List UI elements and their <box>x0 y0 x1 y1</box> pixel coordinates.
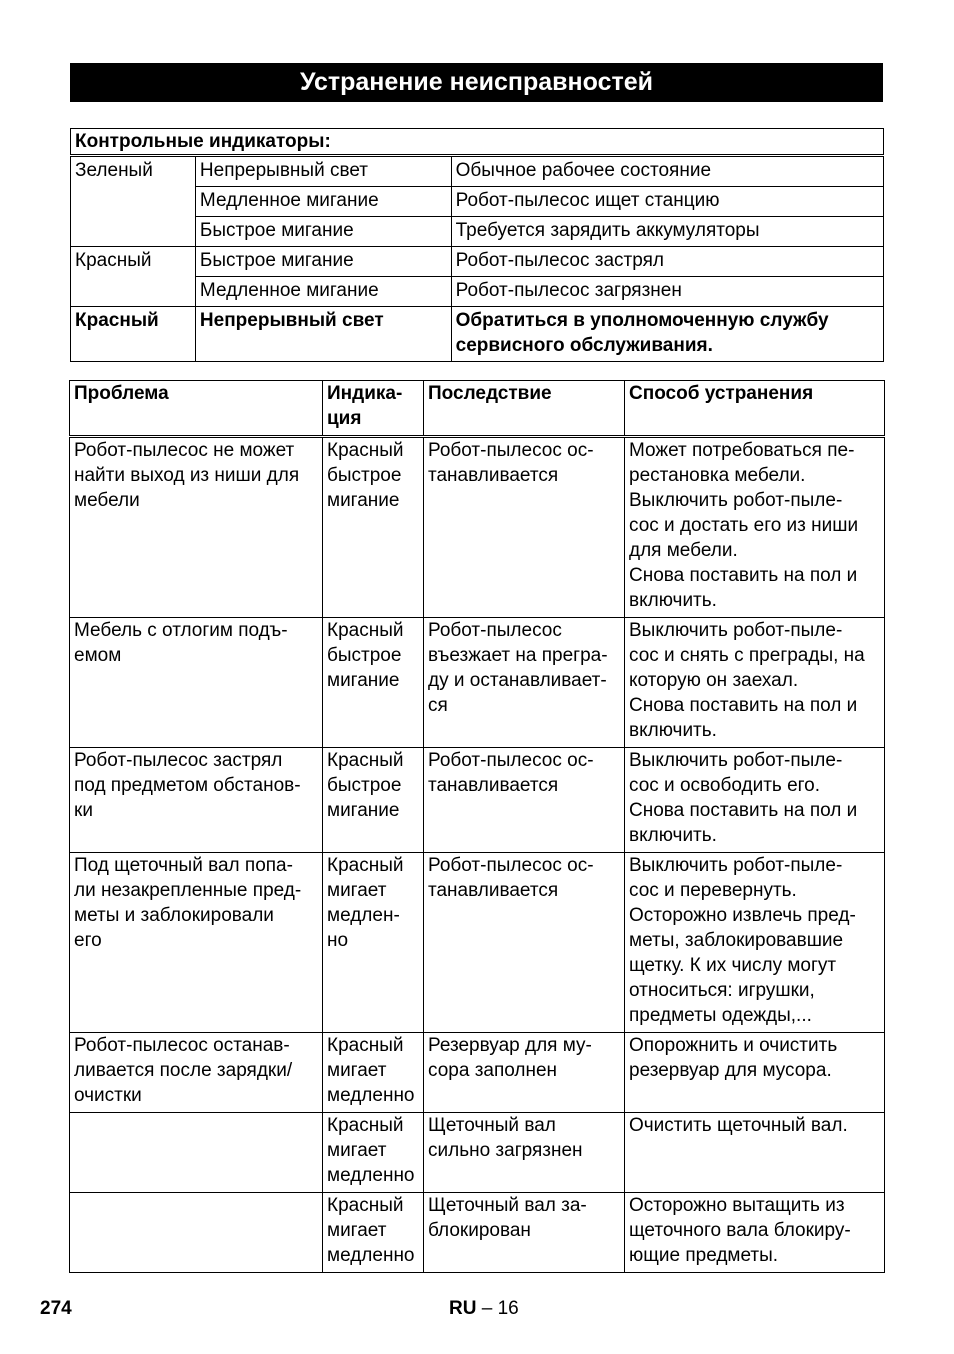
remedy-cell: Очистить щеточный вал. <box>625 1113 885 1193</box>
consequence-cell: Щеточный вал сильно загрязнен <box>424 1113 625 1193</box>
consequence-cell: Резервуар для му- сора заполнен <box>424 1033 625 1113</box>
page-title-text: Устранение неисправностей <box>299 68 653 96</box>
indicators-table <box>70 128 884 362</box>
indication-cell: Красный быстрое мигание <box>323 618 424 748</box>
table-row <box>70 437 885 618</box>
header-indication: Индика- ция <box>323 381 424 437</box>
problem-cell: Под щеточный вал попа- ли незакрепленные пред- меты и заблокировали его <box>70 853 323 1033</box>
indication-cell: Красный быстрое мигание <box>323 437 424 618</box>
table-row <box>70 748 885 853</box>
table-row <box>71 307 884 362</box>
indication-cell: Красный мигает медленно <box>323 1033 424 1113</box>
page-number: 274 <box>40 1298 72 1319</box>
problem-cell: Робот-пылесос застрял под предметом обстанов- ки <box>70 748 323 853</box>
remedy-cell: Выключить робот-пыле- сос и освободить его. Снова поставить на пол и включить. <box>625 748 885 853</box>
language-code: RU <box>449 1298 477 1319</box>
table-row <box>70 1193 885 1273</box>
indication-cell: Красный мигает медленно <box>323 1193 424 1273</box>
indicator-meaning: Робот-пылесос застрял <box>451 247 883 277</box>
problem-cell <box>70 1113 323 1193</box>
indicator-color: Красный <box>71 307 196 362</box>
remedy-cell: Выключить робот-пыле- сос и снять с преграды, на которую он заехал. Снова поставить на пол и включить. <box>625 618 885 748</box>
indicator-mode: Непрерывный свет <box>195 156 451 187</box>
indication-cell: Красный мигает медленно <box>323 1113 424 1193</box>
indicator-meaning: Робот-пылесос ищет станцию <box>451 187 883 217</box>
header-consequence: Последствие <box>424 381 625 437</box>
problem-cell: Робот-пылесос не может найти выход из ниши для мебели <box>70 437 323 618</box>
indicator-meaning: Обычное рабочее состояние <box>451 156 883 187</box>
indicator-color: Красный <box>71 247 196 307</box>
page-title <box>70 63 883 102</box>
indication-cell: Красный быстрое мигание <box>323 748 424 853</box>
remedy-cell: Осторожно вытащить из щеточного вала блокиру- ющие предметы. <box>625 1193 885 1273</box>
indicator-mode: Медленное мигание <box>195 187 451 217</box>
table-row <box>71 156 884 187</box>
header-problem: Проблема <box>70 381 323 437</box>
page-language-footer <box>449 1298 519 1320</box>
indicators-header-row <box>71 129 884 156</box>
remedy-cell: Может потребоваться пе- рестановка мебели. Выключить робот-пыле- сос и достать его из ниши для мебели. Снова поставить на пол и включить. <box>625 437 885 618</box>
indicator-mode: Медленное мигание <box>195 277 451 307</box>
problem-cell: Робот-пылесос останав- ливается после зарядки/ очистки <box>70 1033 323 1113</box>
indication-cell: Красный мигает медлен- но <box>323 853 424 1033</box>
table-row <box>70 618 885 748</box>
consequence-cell: Робот-пылесос ос- танавливается <box>424 853 625 1033</box>
indicators-header: Контрольные индикаторы: <box>71 129 884 156</box>
troubleshooting-table <box>69 380 885 1273</box>
indicator-mode: Непрерывный свет <box>195 307 451 362</box>
indicator-meaning: Требуется зарядить аккумуляторы <box>451 217 883 247</box>
table-row <box>71 247 884 277</box>
remedy-cell: Опорожнить и очистить резервуар для мусора. <box>625 1033 885 1113</box>
table-row <box>70 1113 885 1193</box>
consequence-cell: Робот-пылесос ос- танавливается <box>424 748 625 853</box>
header-remedy: Способ устранения <box>625 381 885 437</box>
indicator-mode: Быстрое мигание <box>195 217 451 247</box>
indicator-mode: Быстрое мигание <box>195 247 451 277</box>
consequence-cell: Щеточный вал за- блокирован <box>424 1193 625 1273</box>
section-page: – 16 <box>481 1298 519 1319</box>
table-row <box>70 1033 885 1113</box>
indicator-color: Зеленый <box>71 156 196 247</box>
remedy-cell: Выключить робот-пыле- сос и перевернуть. Осторожно извлечь пред- меты, заблокировавшие щетку. К их числу могут относиться: игрушки, предметы одежды,... <box>625 853 885 1033</box>
indicator-meaning: Робот-пылесос загрязнен <box>451 277 883 307</box>
consequence-cell: Робот-пылесос ос- танавливается <box>424 437 625 618</box>
consequence-cell: Робот-пылесос въезжает на прегра- ду и останавливает- ся <box>424 618 625 748</box>
table-row <box>70 853 885 1033</box>
problem-cell <box>70 1193 323 1273</box>
indicator-meaning: Обратиться в уполномоченную службу сервисного обслуживания. <box>451 307 883 362</box>
problem-cell: Мебель с отлогим подъ- емом <box>70 618 323 748</box>
troubleshooting-header-row <box>70 381 885 437</box>
